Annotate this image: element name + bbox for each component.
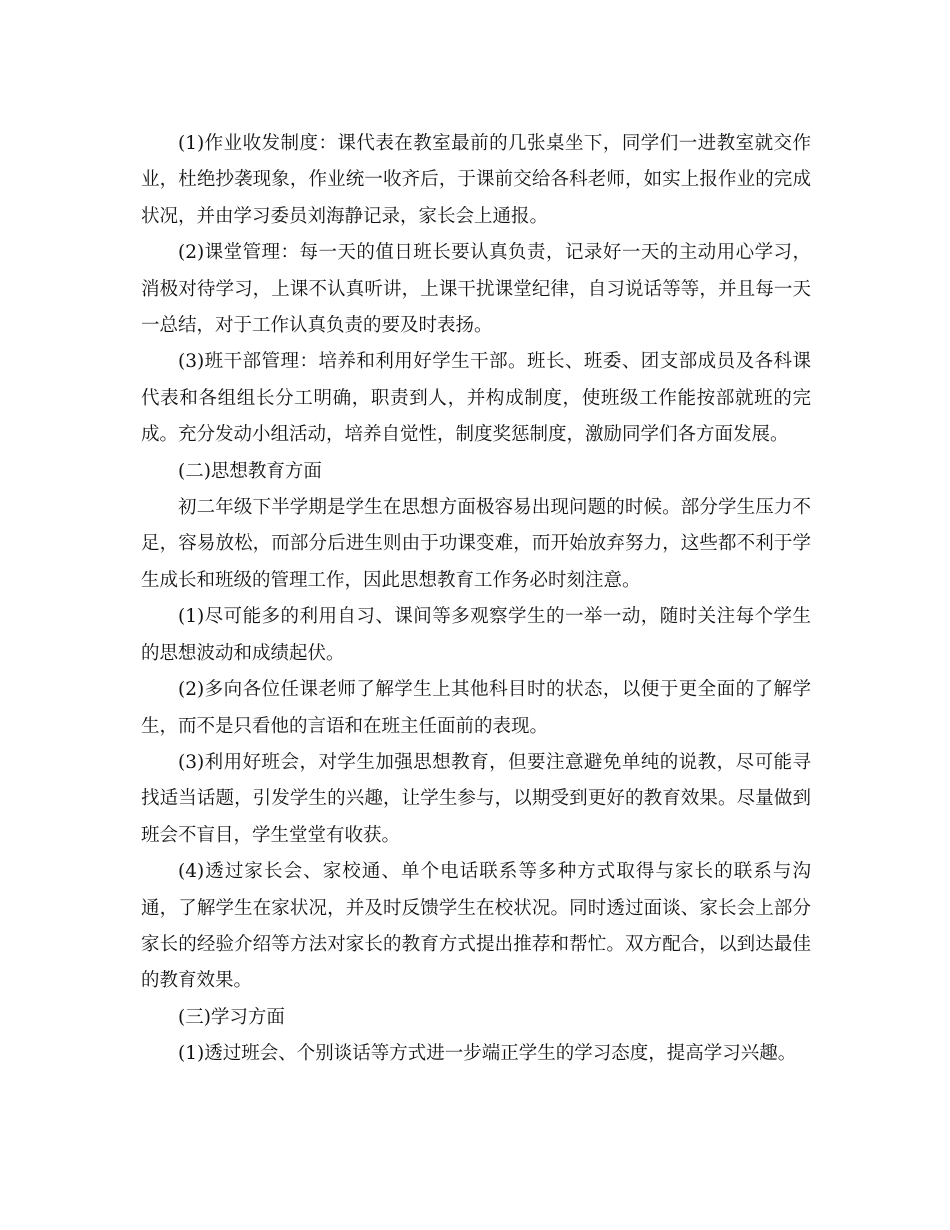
paragraph-class-cadre-management: (3)班干部管理：培养和利用好学生干部。班长、班委、团支部成员及各科课代表和各组组长分工明确，职责到人，并构成制度，使班级工作能按部就班的完成。充分发动小组活动，培养自觉性，制度奖惩制度，激励同学们各方面发展。 (141, 351, 811, 446)
paragraph-parent-communication: (4)透过家长会、家校通、单个电话联系等多种方式取得与家长的联系与沟通，了解学生在家状况，并及时反馈学生在校状况。同时透过面谈、家长会上部分家长的经验介绍等方法对家长的教育方式提出推荐和帮忙。双方配合，以到达最佳的教育效果。 (141, 861, 811, 992)
document-body (141, 126, 811, 1073)
paragraph-observe-students: (1)尽可能多的利用自习、课间等多观察学生的一举一动，随时关注每个学生的思想波动和成绩起伏。 (141, 606, 811, 664)
paragraph-homework-rules: (1)作业收发制度：课代表在教室最前的几张桌坐下，同学们一进教室就交作业，杜绝抄袭现象，作业统一收齐后，于课前交给各科老师，如实上报作业的完成状况，并由学习委员刘海静记录，家长会上通报。 (141, 133, 811, 227)
paragraph-consult-teachers: (2)多向各位任课老师了解学生上其他科目时的状态，以便于更全面的了解学生，而不是只看他的言语和在班主任面前的表现。 (141, 679, 811, 737)
paragraph-class-meetings: (3)利用好班会，对学生加强思想教育，但要注意避免单纯的说教，尽可能寻找适当话题，引发学生的兴趣，让学生参与，以期受到更好的教育效果。尽量做到班会不盲目，学生堂堂有收获。 (141, 751, 811, 846)
section-heading-ideological-education: (二)思想教育方面 (178, 460, 322, 482)
paragraph-learning-attitude: (1)透过班会、个别谈话等方式进一步端正学生的学习态度，提高学习兴趣。 (178, 1043, 797, 1065)
paragraph-ideological-intro: 初二年级下半学期是学生在思想方面极容易出现问题的时候。部分学生压力不足，容易放松，而部分后进生则由于功课变难，而开始放弃努力，这些都不利于学生成长和班级的管理工作，因此思想教育工作务必时刻注意。 (141, 497, 811, 591)
paragraph-classroom-management: (2)课堂管理：每一天的值日班长要认真负责，记录好一天的主动用心学习，消极对待学习，上课不认真听讲，上课干扰课堂纪律，自习说话等等，并且每一天一总结，对于工作认真负责的要及时表扬。 (141, 242, 811, 337)
section-heading-learning: (三)学习方面 (178, 1006, 285, 1028)
